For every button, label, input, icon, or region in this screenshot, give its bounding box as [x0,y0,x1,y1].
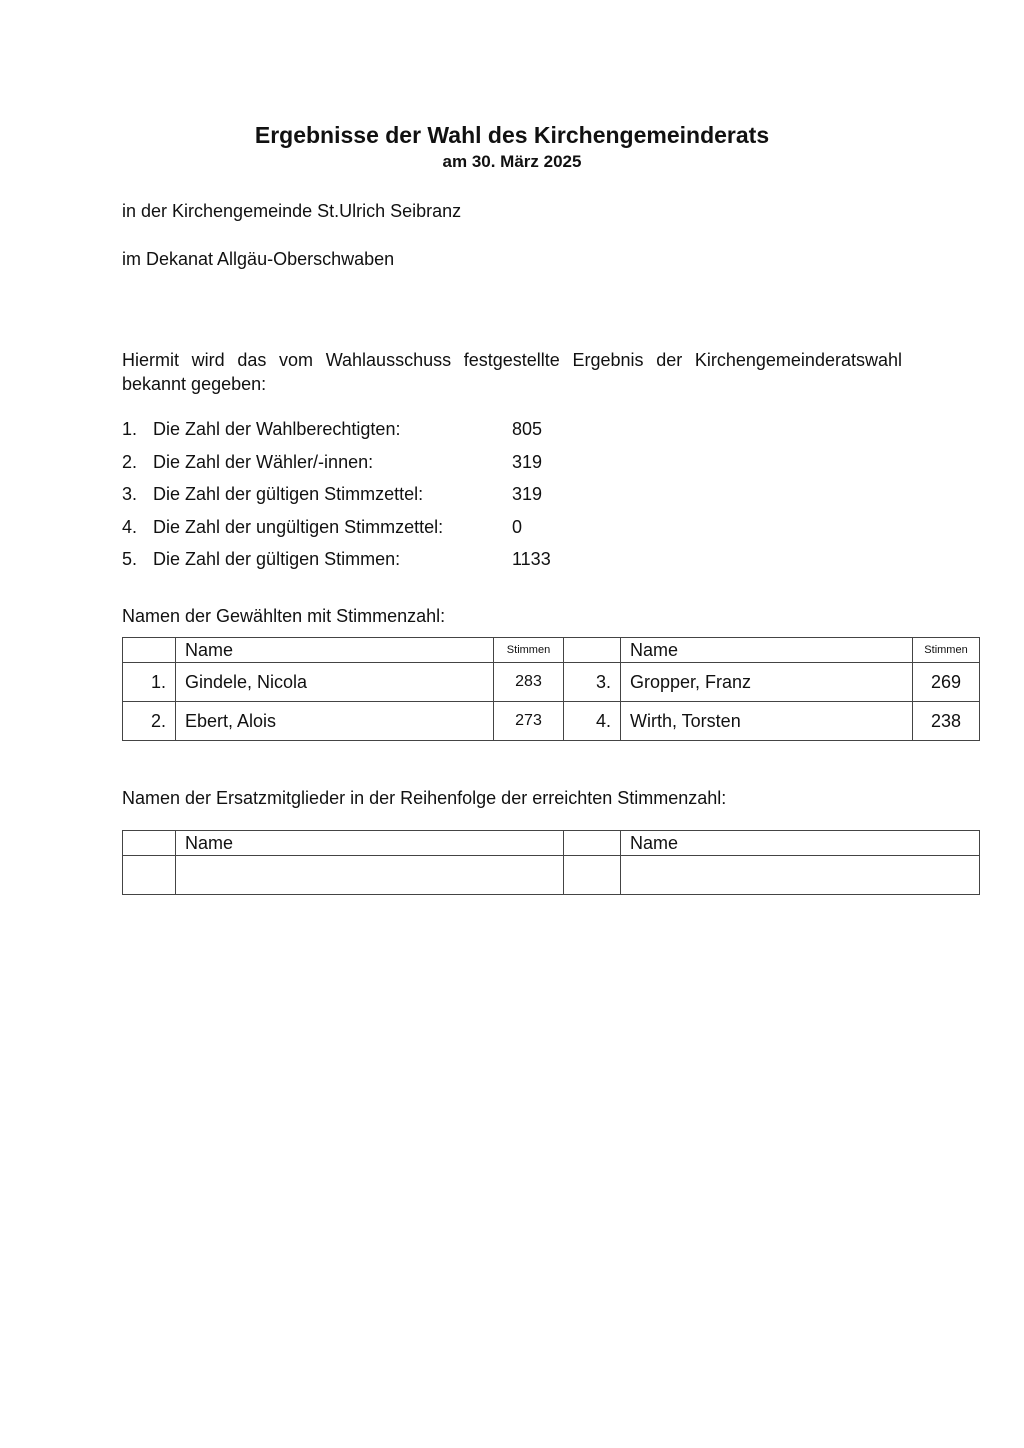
rank-cell [564,856,621,895]
rank-cell: 1. [123,663,176,702]
table-row-empty [123,856,980,895]
stat-value: 805 [512,419,543,439]
stat-number: 4. [122,517,138,537]
name-cell: Ebert, Alois [176,702,494,741]
stat-item [122,484,622,508]
name-cell [176,856,564,895]
name-header: Name [176,831,564,856]
index-header-cell [123,831,176,856]
table-row [123,702,980,741]
stat-label: Die Zahl der Wähler/-innen: [153,452,374,472]
intro-paragraph: Hiermit wird das vom Wahlausschuss festgestellte Ergebnis der Kirchengemeinderatswahl bekannt gegeben: [122,350,902,394]
stat-number: 2. [122,452,138,472]
rank-cell: 4. [564,702,621,741]
stat-label: Die Zahl der gültigen Stimmen: [153,549,401,569]
name-header: Name [621,638,913,663]
elected-table [122,637,980,741]
votes-cell: 273 [494,702,564,741]
rank-cell: 3. [564,663,621,702]
deanery-line: im Dekanat Allgäu-Oberschwaben [122,249,395,269]
stat-value: 1133 [512,549,551,569]
stat-number: 5. [122,549,138,569]
votes-cell: 269 [913,663,980,702]
stat-value: 319 [512,452,543,472]
table-row [123,663,980,702]
parish-line: in der Kirchengemeinde St.Ulrich Seibranz [122,201,462,221]
index-header-cell [564,638,621,663]
name-cell: Wirth, Torsten [621,702,913,741]
stat-number: 3. [122,484,138,504]
name-header: Name [176,638,494,663]
election-date: am 30. März 2025 [442,152,582,171]
name-cell: Gropper, Franz [621,663,913,702]
stat-item [122,452,622,476]
stat-number: 1. [122,419,138,439]
votes-header: Stimmen [913,638,980,663]
stat-item [122,419,622,443]
document-title: Ergebnisse der Wahl des Kirchengemeinderats [254,122,770,148]
name-cell [621,856,980,895]
votes-cell: 238 [913,702,980,741]
votes-cell: 283 [494,663,564,702]
rank-cell: 2. [123,702,176,741]
table-header-row [123,638,980,663]
rank-cell [123,856,176,895]
name-cell: Gindele, Nicola [176,663,494,702]
name-header: Name [621,831,980,856]
substitutes-heading: Namen der Ersatzmitglieder in der Reihenfolge der erreichten Stimmenzahl: [122,788,727,808]
votes-header: Stimmen [494,638,564,663]
stat-value: 319 [512,484,543,504]
stat-label: Die Zahl der ungültigen Stimmzettel: [153,517,444,537]
table-header-row [123,831,980,856]
stat-label: Die Zahl der gültigen Stimmzettel: [153,484,424,504]
stat-item [122,549,622,573]
stat-value: 0 [512,517,523,537]
index-header-cell [123,638,176,663]
index-header-cell [564,831,621,856]
elected-heading: Namen der Gewählten mit Stimmenzahl: [122,606,446,626]
stat-label: Die Zahl der Wahlberechtigten: [153,419,401,439]
substitutes-table [122,830,980,895]
stat-item [122,517,622,541]
